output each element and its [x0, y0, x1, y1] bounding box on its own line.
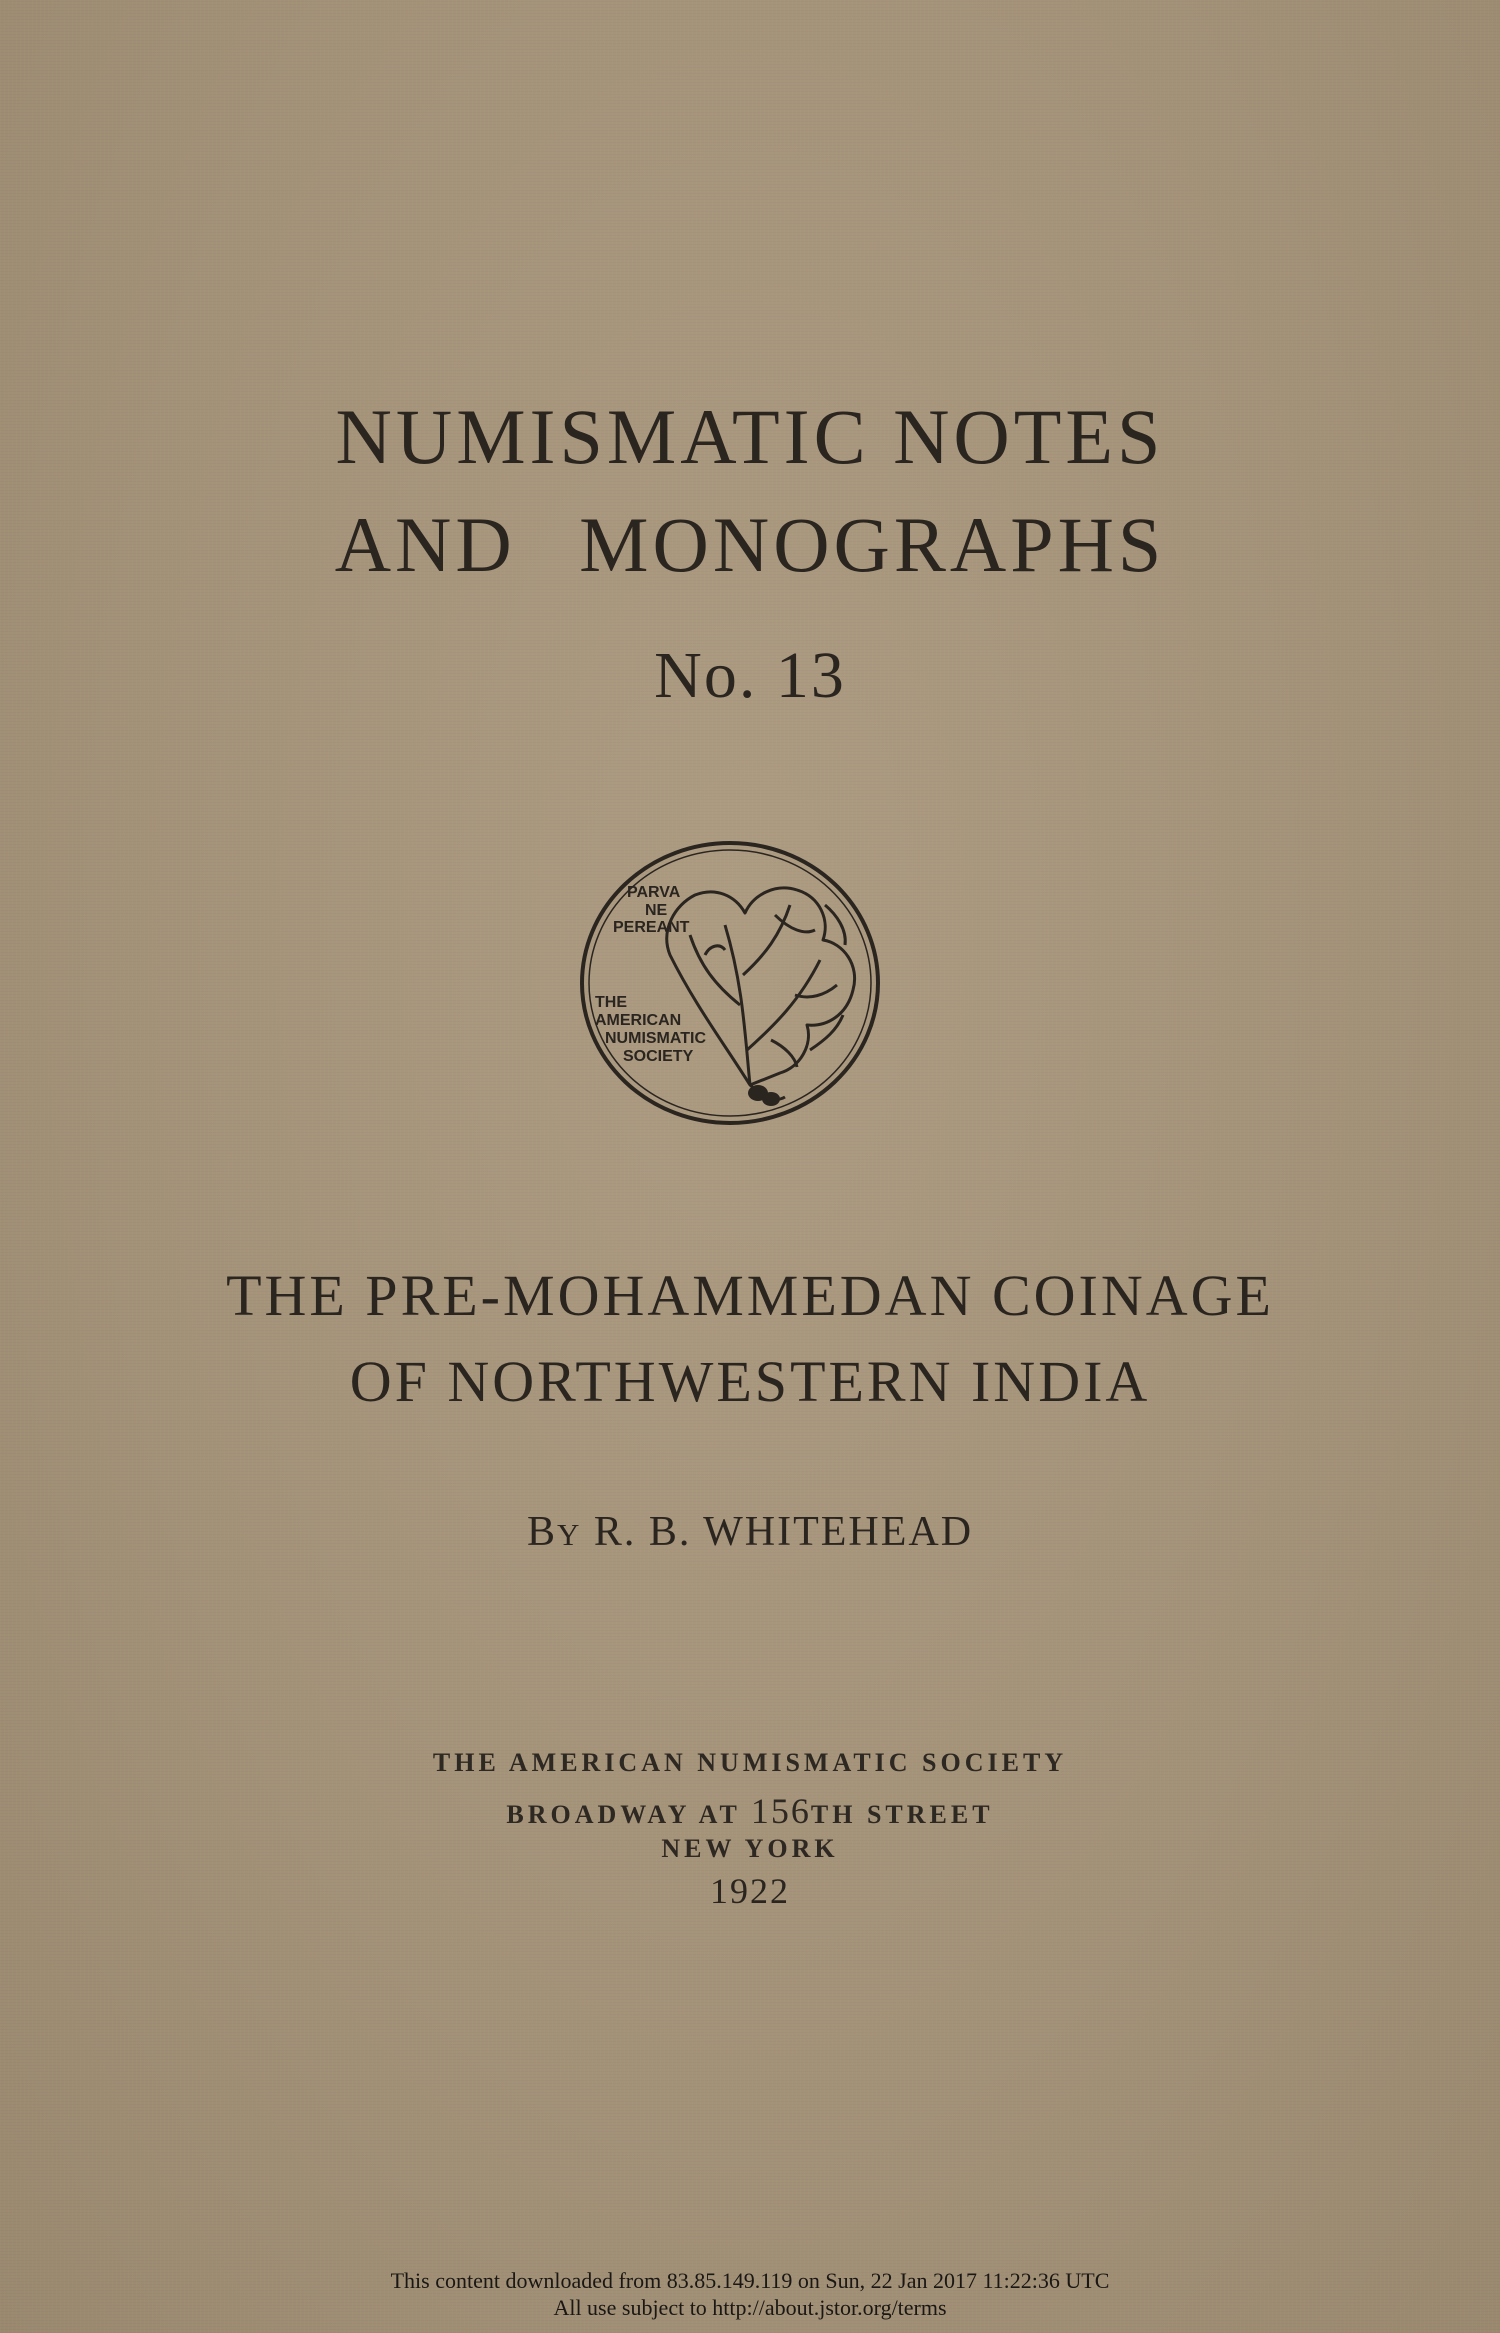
- oak-leaf-seal-icon: [575, 835, 885, 1130]
- book-title-line-2: OF NORTHWESTERN INDIA: [349, 1349, 1151, 1414]
- seal-society-3: NUMISMATIC: [605, 1030, 707, 1047]
- author-by-first: B: [526, 1509, 557, 1555]
- seal-society-4: SOCIETY: [623, 1048, 694, 1065]
- publication-year: 1922: [710, 1871, 790, 1911]
- author-by-rest: Y: [556, 1517, 582, 1552]
- series-title-line-2: AND MONOGRAPHS: [334, 501, 1166, 588]
- series-title-line-1: NUMISMATIC NOTES: [335, 393, 1165, 480]
- seal-society-1: THE: [595, 994, 627, 1011]
- publisher-name: THE AMERICAN NUMISMATIC SOCIETY: [432, 1748, 1068, 1777]
- publisher-address-suffix: TH STREET: [810, 1800, 994, 1829]
- terms-notice: All use subject to http://about.jstor.org/terms: [553, 2295, 947, 2320]
- publisher-address: [0, 1790, 1500, 1832]
- author-name: R. B. WHITEHEAD: [593, 1509, 974, 1555]
- publisher-street-number: 156: [750, 1791, 811, 1831]
- download-notice: This content downloaded from 83.85.149.119 on Sun, 22 Jan 2017 11:22:36 UTC: [390, 2268, 1110, 2293]
- publisher-address-prefix: BROADWAY AT: [506, 1800, 741, 1829]
- author-line: [0, 1508, 1500, 1556]
- book-title-line-1: THE PRE-MOHAMMEDAN COINAGE: [226, 1263, 1274, 1328]
- seal-society-2: AMERICAN: [595, 1012, 682, 1029]
- seal-motto-1: PARVA: [627, 884, 681, 901]
- series-number: No. 13: [654, 639, 846, 712]
- publisher-city: NEW YORK: [661, 1834, 839, 1863]
- seal-motto-2: NE: [645, 902, 668, 919]
- seal-motto-3: PEREANT: [613, 919, 690, 936]
